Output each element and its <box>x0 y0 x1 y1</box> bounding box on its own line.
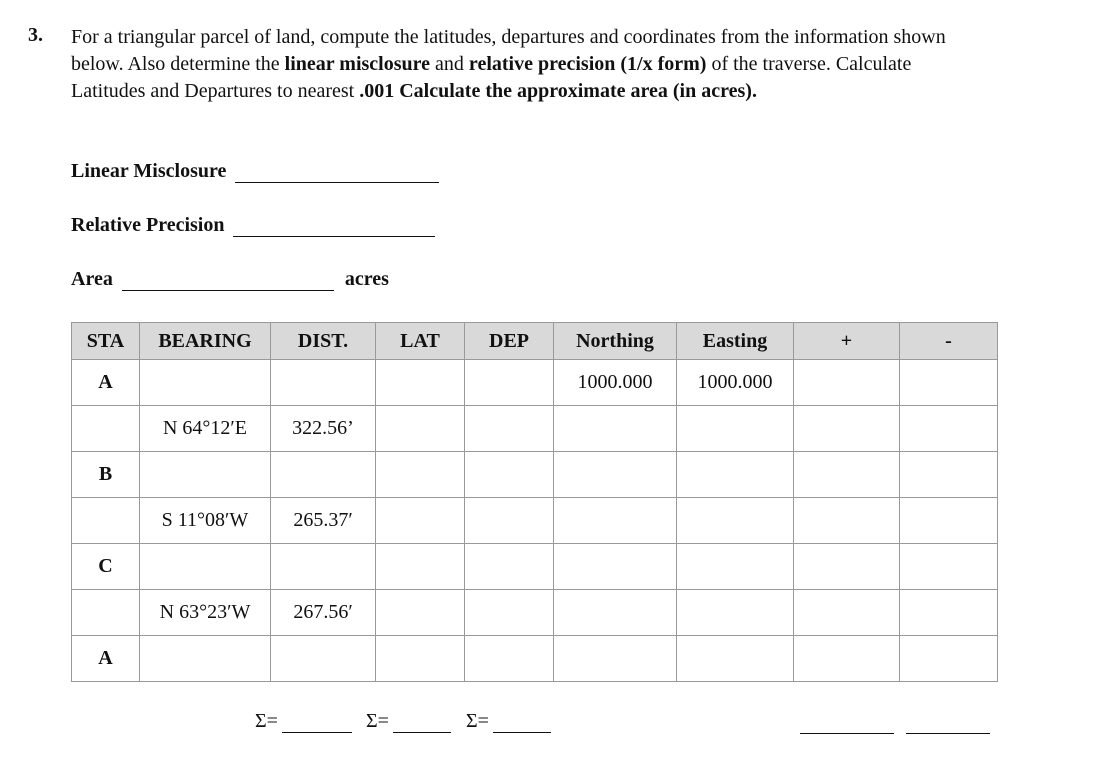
table-row <box>72 452 998 498</box>
cell-easting[interactable] <box>677 636 794 682</box>
table-row <box>72 360 998 406</box>
sum-dist-symbol: Σ= <box>255 710 278 732</box>
sum-dep-blank[interactable] <box>493 714 551 733</box>
cell-sta[interactable] <box>72 406 140 452</box>
sum-lat-blank[interactable] <box>393 714 451 733</box>
table-row <box>72 590 998 636</box>
cell-minus[interactable] <box>900 360 998 406</box>
sum-lat <box>366 710 451 733</box>
sum-lat-symbol: Σ= <box>366 710 389 732</box>
cell-minus[interactable] <box>900 544 998 590</box>
cell-plus[interactable] <box>794 498 900 544</box>
traverse-table <box>71 322 998 682</box>
cell-minus[interactable] <box>900 452 998 498</box>
cell-sta: A <box>72 360 140 406</box>
cell-dist[interactable] <box>271 544 376 590</box>
cell-northing: 1000.000 <box>554 360 677 406</box>
cell-bearing[interactable] <box>140 360 271 406</box>
sum-dist-blank[interactable] <box>282 714 352 733</box>
table-row <box>72 498 998 544</box>
header-lat: LAT <box>376 323 465 360</box>
table-row <box>72 636 998 682</box>
cell-dep[interactable] <box>465 498 554 544</box>
cell-dist: 322.56’ <box>271 406 376 452</box>
cell-lat[interactable] <box>376 636 465 682</box>
cell-plus[interactable] <box>794 452 900 498</box>
question-text-part: .001 Calculate the approximate area (in acres). <box>359 80 757 102</box>
cell-minus[interactable] <box>900 636 998 682</box>
relative-precision-blank[interactable] <box>233 216 435 237</box>
cell-plus[interactable] <box>794 360 900 406</box>
relative-precision-field <box>71 214 435 237</box>
area-label: Area <box>71 268 113 290</box>
cell-lat[interactable] <box>376 406 465 452</box>
linear-misclosure-blank[interactable] <box>235 162 439 183</box>
sum-minus-blank[interactable] <box>906 733 990 734</box>
cell-northing[interactable] <box>554 544 677 590</box>
area-field <box>71 268 389 291</box>
table-row <box>72 406 998 452</box>
cell-dep[interactable] <box>465 544 554 590</box>
sum-dep <box>466 710 551 733</box>
cell-dep[interactable] <box>465 406 554 452</box>
cell-easting: 1000.000 <box>677 360 794 406</box>
cell-sta[interactable] <box>72 590 140 636</box>
cell-lat[interactable] <box>376 498 465 544</box>
cell-lat[interactable] <box>376 360 465 406</box>
question-text-part: relative precision (1/x form) <box>468 53 707 75</box>
area-unit: acres <box>344 268 389 290</box>
cell-dep[interactable] <box>465 636 554 682</box>
cell-easting[interactable] <box>677 498 794 544</box>
cell-dist[interactable] <box>271 360 376 406</box>
cell-sta: A <box>72 636 140 682</box>
linear-misclosure-field <box>71 160 439 183</box>
cell-plus[interactable] <box>794 544 900 590</box>
header-minus: - <box>900 323 998 360</box>
cell-bearing: N 64°12′E <box>140 406 271 452</box>
cell-lat[interactable] <box>376 544 465 590</box>
cell-bearing[interactable] <box>140 544 271 590</box>
linear-misclosure-label: Linear Misclosure <box>71 160 227 182</box>
cell-sta[interactable] <box>72 498 140 544</box>
cell-sta: B <box>72 452 140 498</box>
cell-lat[interactable] <box>376 452 465 498</box>
cell-minus[interactable] <box>900 590 998 636</box>
question-number: 3. <box>28 24 43 46</box>
cell-lat[interactable] <box>376 590 465 636</box>
cell-bearing[interactable] <box>140 452 271 498</box>
area-blank[interactable] <box>122 270 334 291</box>
header-plus: + <box>794 323 900 360</box>
header-easting: Easting <box>677 323 794 360</box>
question-text-part: and <box>430 53 469 75</box>
header-dep: DEP <box>465 323 554 360</box>
cell-minus[interactable] <box>900 406 998 452</box>
cell-plus[interactable] <box>794 636 900 682</box>
cell-sta: C <box>72 544 140 590</box>
cell-bearing[interactable] <box>140 636 271 682</box>
cell-bearing: N 63°23′W <box>140 590 271 636</box>
cell-dep[interactable] <box>465 590 554 636</box>
table-row <box>72 544 998 590</box>
header-bearing: BEARING <box>140 323 271 360</box>
sum-plus-blank[interactable] <box>800 733 894 734</box>
cell-dist: 267.56′ <box>271 590 376 636</box>
question-text-part: of the traverse. Calculate Latitudes and Departures to nearest <box>71 53 912 102</box>
cell-easting[interactable] <box>677 544 794 590</box>
cell-dep[interactable] <box>465 452 554 498</box>
cell-northing[interactable] <box>554 406 677 452</box>
header-dist: DIST. <box>271 323 376 360</box>
cell-plus[interactable] <box>794 590 900 636</box>
cell-northing[interactable] <box>554 636 677 682</box>
cell-easting[interactable] <box>677 590 794 636</box>
cell-dist: 265.37′ <box>271 498 376 544</box>
cell-plus[interactable] <box>794 406 900 452</box>
sum-dist <box>255 710 352 733</box>
cell-easting[interactable] <box>677 452 794 498</box>
cell-northing[interactable] <box>554 498 677 544</box>
sum-dep-symbol: Σ= <box>466 710 489 732</box>
cell-dist[interactable] <box>271 636 376 682</box>
cell-northing[interactable] <box>554 590 677 636</box>
header-sta: STA <box>72 323 140 360</box>
relative-precision-label: Relative Precision <box>71 214 225 236</box>
cell-dist[interactable] <box>271 452 376 498</box>
cell-bearing: S 11°08′W <box>140 498 271 544</box>
question-text-part: linear misclosure <box>284 53 431 75</box>
cell-northing[interactable] <box>554 452 677 498</box>
question-text-part: For a triangular parcel of land, compute the latitudes, departures and coordinates from the information shown below. Also determine the <box>71 26 946 75</box>
cell-dep[interactable] <box>465 360 554 406</box>
cell-easting[interactable] <box>677 406 794 452</box>
cell-minus[interactable] <box>900 498 998 544</box>
header-northing: Northing <box>554 323 677 360</box>
question-text <box>71 24 971 105</box>
